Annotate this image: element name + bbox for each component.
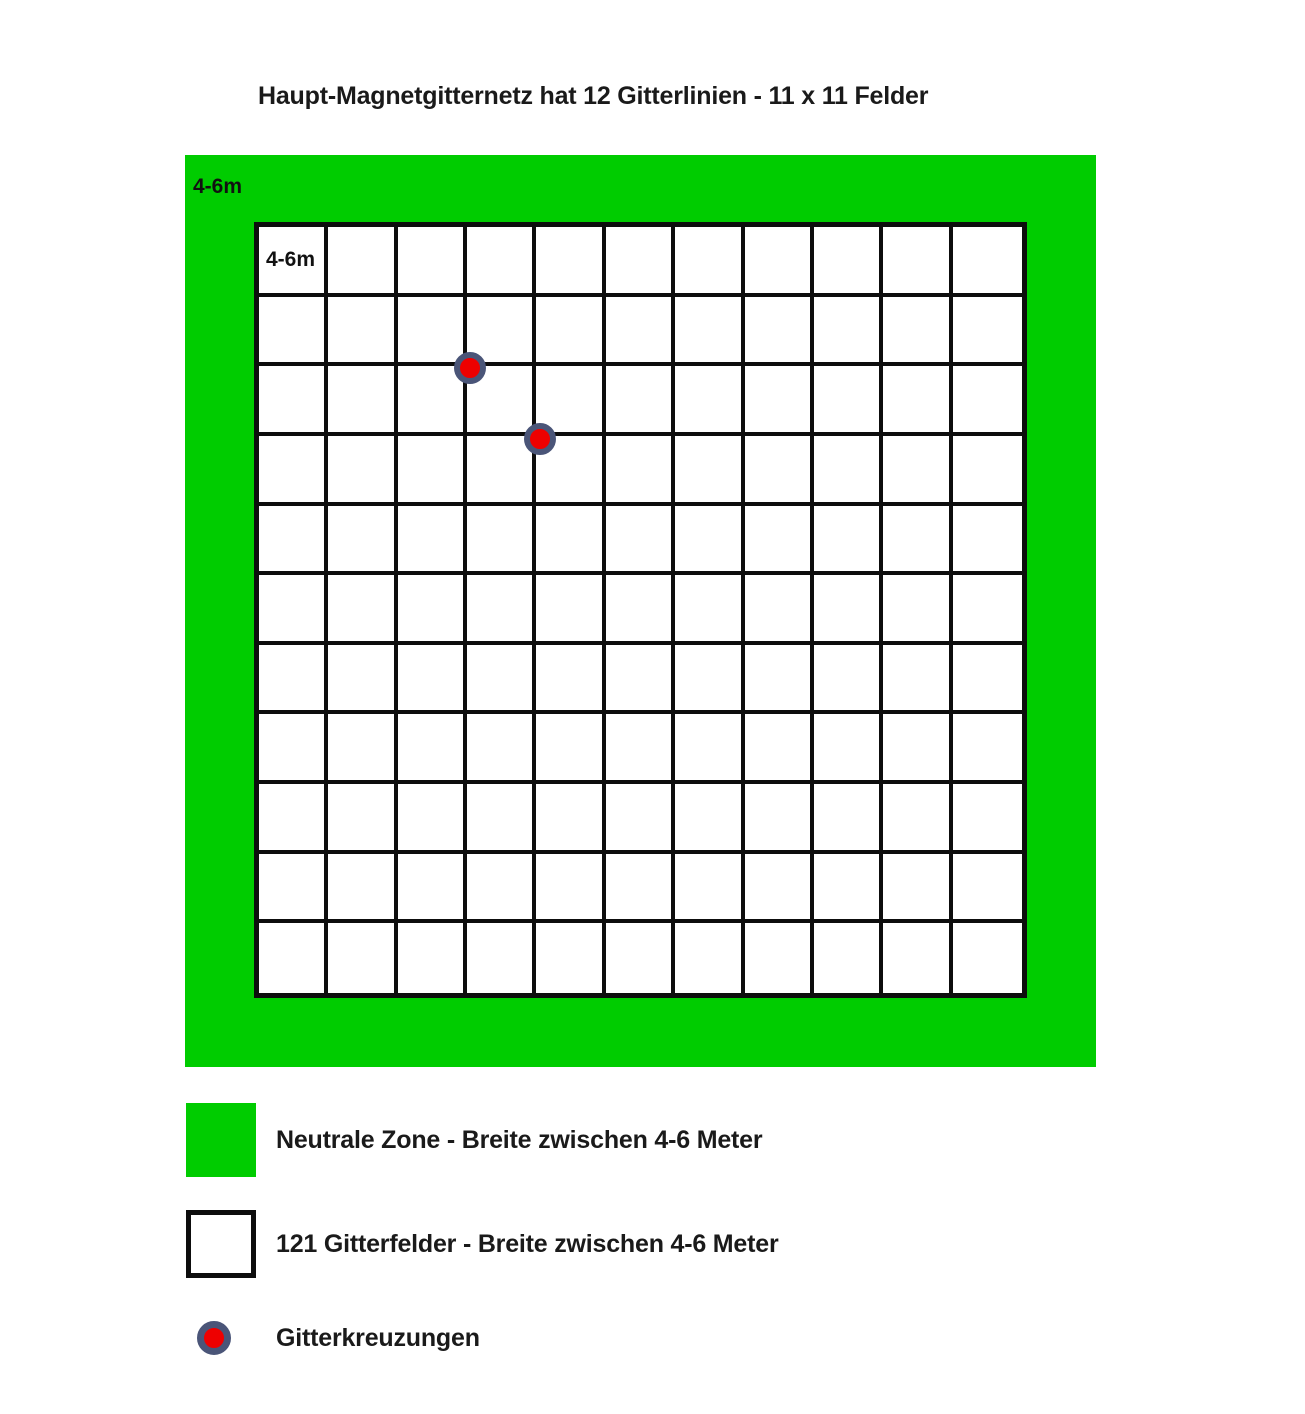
grid-field — [536, 297, 605, 367]
grid-field — [398, 227, 467, 297]
grid-field — [745, 436, 814, 506]
grid-field — [953, 575, 1022, 645]
grid-field — [536, 575, 605, 645]
grid-field — [883, 506, 952, 576]
grid-field — [745, 506, 814, 576]
grid-field — [536, 784, 605, 854]
grid-field — [953, 436, 1022, 506]
grid-field — [953, 227, 1022, 297]
grid-field — [536, 506, 605, 576]
grid-field — [328, 854, 397, 924]
legend-item-label: Gitterkreuzungen — [276, 1323, 480, 1352]
grid-field — [398, 714, 467, 784]
grid-field — [398, 854, 467, 924]
grid-field — [745, 714, 814, 784]
grid-field — [398, 645, 467, 715]
intersection-dot-icon — [524, 423, 556, 455]
grid-field — [745, 297, 814, 367]
grid-field — [328, 645, 397, 715]
grid-field — [467, 575, 536, 645]
grid-field — [536, 923, 605, 993]
grid-field — [398, 923, 467, 993]
grid-field — [953, 645, 1022, 715]
grid-field — [328, 506, 397, 576]
grid-field — [606, 366, 675, 436]
grid-field — [398, 575, 467, 645]
grid-field — [814, 784, 883, 854]
grid-field — [606, 575, 675, 645]
green-square-swatch — [186, 1103, 256, 1177]
grid-field — [606, 506, 675, 576]
grid-field — [814, 366, 883, 436]
grid-field — [536, 714, 605, 784]
grid-field — [814, 575, 883, 645]
grid-field — [467, 506, 536, 576]
grid-field — [745, 854, 814, 924]
grid-field — [328, 227, 397, 297]
grid-field — [259, 645, 328, 715]
grid-field — [883, 923, 952, 993]
grid-field — [814, 506, 883, 576]
grid-field — [745, 227, 814, 297]
grid-field — [745, 645, 814, 715]
grid-field — [536, 854, 605, 924]
grid-field — [814, 854, 883, 924]
grid-field — [883, 297, 952, 367]
grid-field — [398, 506, 467, 576]
grid-field — [259, 714, 328, 784]
grid-field — [953, 714, 1022, 784]
grid-field — [467, 784, 536, 854]
grid-field — [675, 227, 744, 297]
grid-field — [814, 645, 883, 715]
grid-field — [259, 854, 328, 924]
neutral-zone-width-label: 4-6m — [193, 175, 243, 198]
grid-field — [536, 645, 605, 715]
grid-field — [675, 854, 744, 924]
grid-field — [883, 436, 952, 506]
grid-field — [814, 436, 883, 506]
legend-item-label: Neutrale Zone - Breite zwischen 4-6 Meter — [276, 1125, 763, 1154]
grid-field — [467, 714, 536, 784]
grid-field — [259, 297, 328, 367]
grid-field — [606, 645, 675, 715]
grid-field — [606, 923, 675, 993]
grid-field — [328, 923, 397, 993]
grid-field — [883, 366, 952, 436]
grid-field-width-label: 4-6m — [266, 247, 316, 271]
grid-field — [259, 436, 328, 506]
grid-field — [259, 506, 328, 576]
grid-cells-container — [259, 227, 1022, 993]
grid-field — [328, 784, 397, 854]
intersection-dot-icon — [454, 352, 486, 384]
grid-field — [259, 366, 328, 436]
grid-field — [606, 436, 675, 506]
grid-field — [745, 784, 814, 854]
grid-field — [953, 297, 1022, 367]
grid-field — [953, 923, 1022, 993]
grid-field — [606, 297, 675, 367]
grid-field — [953, 366, 1022, 436]
grid-field — [398, 436, 467, 506]
grid-field — [398, 297, 467, 367]
grid-field — [328, 436, 397, 506]
intersection-dot-icon — [197, 1321, 231, 1355]
legend-item-intersections — [186, 1318, 480, 1358]
grid-field — [953, 506, 1022, 576]
legend-item-grid-fields — [186, 1210, 779, 1278]
red-dot-swatch — [186, 1318, 256, 1358]
grid-field — [259, 575, 328, 645]
grid-field — [745, 366, 814, 436]
grid-field — [606, 784, 675, 854]
grid-field — [814, 923, 883, 993]
grid-field — [745, 923, 814, 993]
grid-field — [467, 227, 536, 297]
grid-field — [675, 506, 744, 576]
grid-field — [675, 645, 744, 715]
grid-field — [536, 227, 605, 297]
grid-field — [745, 575, 814, 645]
grid-field — [675, 366, 744, 436]
grid-field — [467, 645, 536, 715]
grid-field — [883, 854, 952, 924]
legend-item-neutral-zone — [186, 1103, 762, 1177]
magnet-grid — [254, 222, 1027, 998]
grid-field — [883, 784, 952, 854]
white-square-swatch — [186, 1210, 256, 1278]
grid-field — [328, 297, 397, 367]
grid-field — [675, 436, 744, 506]
grid-field — [814, 297, 883, 367]
grid-field — [259, 923, 328, 993]
grid-field — [398, 784, 467, 854]
grid-field — [814, 227, 883, 297]
grid-field — [883, 575, 952, 645]
grid-field — [883, 714, 952, 784]
page-title: Haupt-Magnetgitternetz hat 12 Gitterlinien - 11 x 11 Felder — [258, 82, 929, 110]
grid-field — [675, 714, 744, 784]
grid-field — [953, 784, 1022, 854]
grid-field — [606, 854, 675, 924]
grid-field — [328, 366, 397, 436]
grid-field — [675, 923, 744, 993]
grid-field — [953, 854, 1022, 924]
grid-field — [675, 784, 744, 854]
legend-item-label: 121 Gitterfelder - Breite zwischen 4-6 Meter — [276, 1229, 779, 1258]
grid-field — [883, 645, 952, 715]
grid-field — [328, 714, 397, 784]
grid-field — [259, 227, 328, 297]
grid-field — [883, 227, 952, 297]
grid-field — [814, 714, 883, 784]
grid-field — [328, 575, 397, 645]
grid-field — [675, 575, 744, 645]
grid-field — [467, 923, 536, 993]
grid-field — [606, 714, 675, 784]
grid-field — [467, 854, 536, 924]
grid-field — [675, 297, 744, 367]
grid-field — [259, 784, 328, 854]
grid-field — [606, 227, 675, 297]
